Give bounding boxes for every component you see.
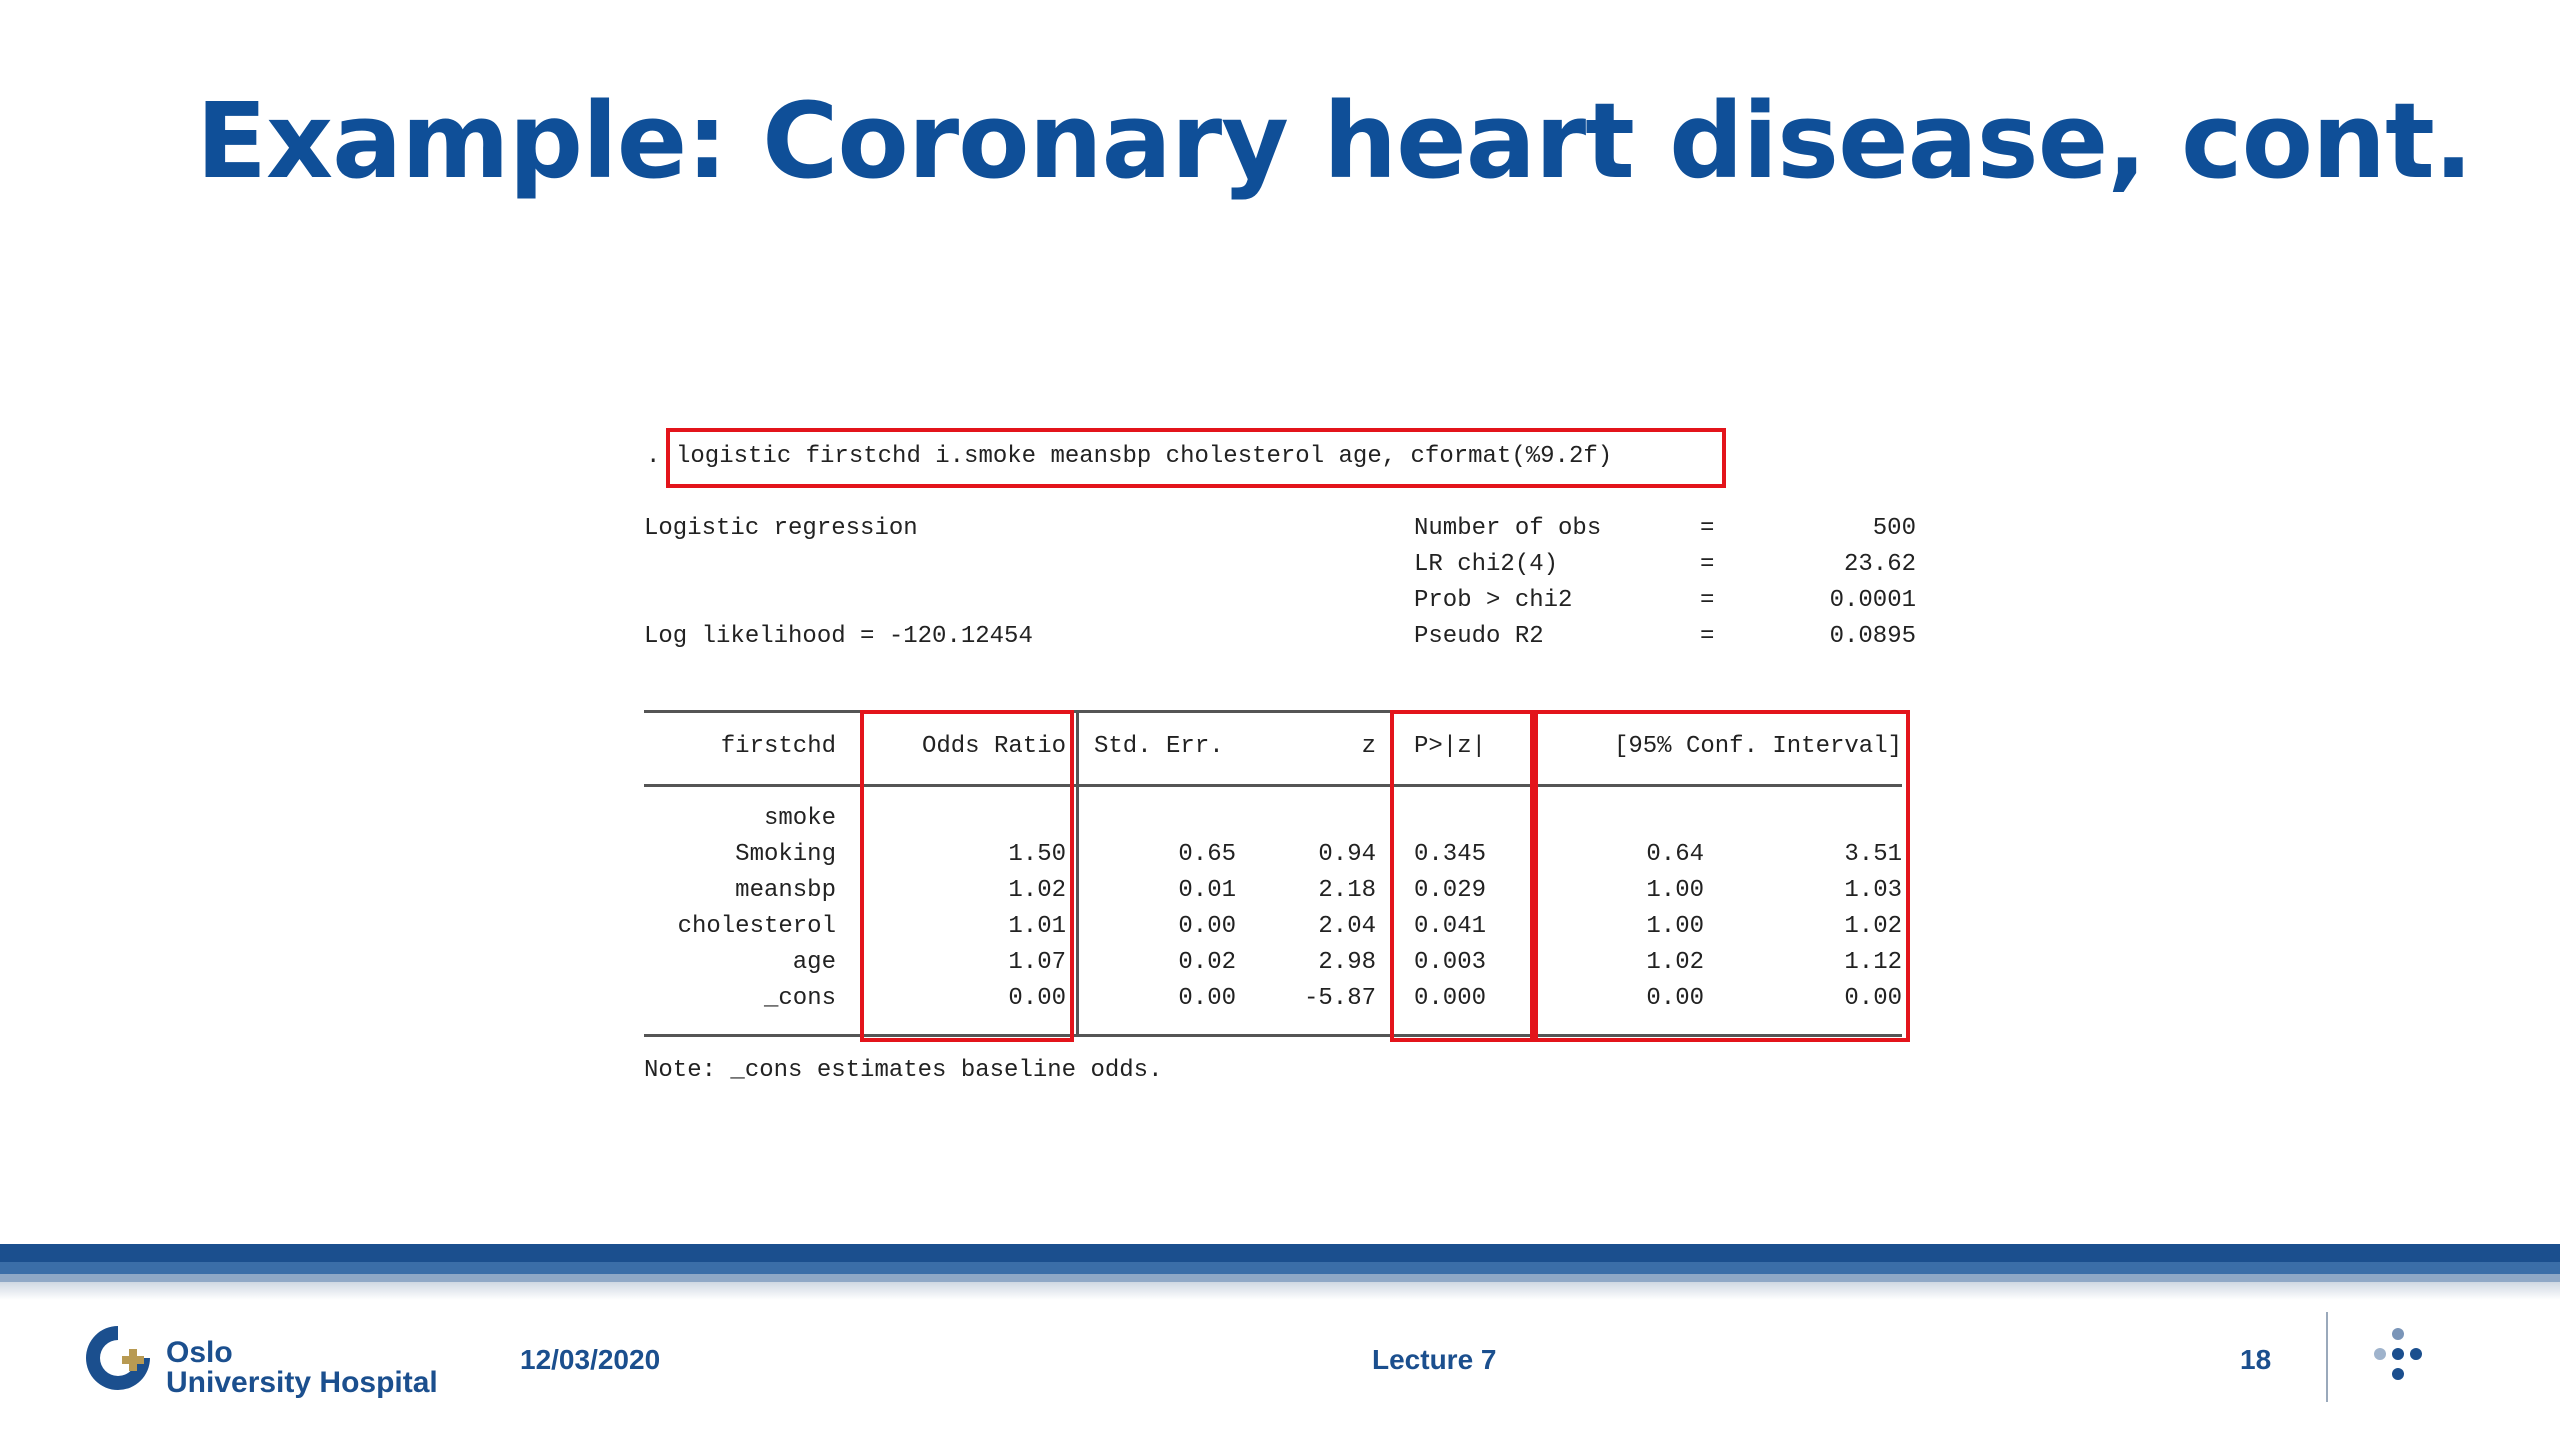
cell-ci-low: 1.00 [1646, 913, 1704, 940]
cell-z: 0.94 [1318, 841, 1376, 868]
stat-label: LR chi2(4) [1414, 551, 1559, 578]
cell-z: 2.18 [1318, 877, 1376, 904]
stat-eq: = [1700, 623, 1715, 650]
footer-stripe [0, 1244, 2560, 1300]
stat-value: 0.0895 [1829, 623, 1916, 650]
logo-text [166, 1338, 438, 1398]
stat-value: 0.0001 [1829, 587, 1916, 614]
cell-var: _cons [763, 985, 836, 1012]
cell-p: 0.029 [1414, 877, 1487, 904]
header-std-err: Std. Err. [1094, 733, 1224, 760]
stat-eq: = [1700, 587, 1715, 614]
model-label: Logistic regression [644, 515, 918, 542]
logo-line1: Oslo [166, 1336, 233, 1369]
cell-odds-ratio: 1.50 [1008, 841, 1066, 868]
command-text: logistic firstchd i.smoke meansbp cholesterol age, cformat(%9.2f) [676, 443, 1613, 470]
stat-value: 23.62 [1843, 551, 1916, 578]
cell-ci-low: 1.00 [1646, 877, 1704, 904]
command-prompt: . [646, 443, 661, 470]
cell-ci-low: 0.00 [1646, 985, 1704, 1012]
cell-ci-low: 1.02 [1646, 949, 1704, 976]
footer-divider [2326, 1312, 2328, 1402]
cell-odds-ratio: 1.02 [1008, 877, 1066, 904]
header-odds-ratio: Odds Ratio [921, 733, 1066, 760]
cell-odds-ratio: 1.01 [1008, 913, 1066, 940]
cell-std-err: 0.00 [1178, 985, 1236, 1012]
cell-var: cholesterol [677, 913, 836, 940]
page-number: 18 [2240, 1344, 2272, 1375]
stat-label: Prob > chi2 [1414, 587, 1573, 614]
oslo-hospital-logo-icon [78, 1318, 158, 1398]
stat-eq: = [1700, 551, 1715, 578]
cell-p: 0.041 [1414, 913, 1487, 940]
stat-label: Number of obs [1414, 515, 1602, 542]
cell-p: 0.000 [1414, 985, 1487, 1012]
cell-std-err: 0.01 [1178, 877, 1236, 904]
header-var: firstchd [720, 733, 836, 760]
cell-z: 2.04 [1318, 913, 1376, 940]
cell-ci-high: 1.02 [1844, 913, 1902, 940]
footer-date: 12/03/2020 [520, 1344, 661, 1375]
cell-std-err: 0.65 [1178, 841, 1236, 868]
header-conf-interval: [95% Conf. Interval] [1613, 733, 1902, 760]
cell-var: Smoking [735, 841, 836, 868]
cell-odds-ratio: 1.07 [1008, 949, 1066, 976]
cell-ci-low: 0.64 [1646, 841, 1704, 868]
cell-ci-high: 1.03 [1844, 877, 1902, 904]
cell-z: -5.87 [1303, 985, 1376, 1012]
stata-output [640, 420, 1920, 1100]
cell-var: meansbp [735, 877, 836, 904]
stat-value: 500 [1872, 515, 1916, 542]
cell-ci-high: 3.51 [1844, 841, 1902, 868]
cell-p: 0.003 [1414, 949, 1487, 976]
cell-std-err: 0.02 [1178, 949, 1236, 976]
cell-std-err: 0.00 [1178, 913, 1236, 940]
log-likelihood: Log likelihood = -120.12454 [644, 623, 1033, 650]
cell-ci-high: 0.00 [1844, 985, 1902, 1012]
dots-pattern-icon [2368, 1326, 2428, 1386]
group-label: smoke [763, 805, 836, 832]
stat-eq: = [1700, 515, 1715, 542]
cell-z: 2.98 [1318, 949, 1376, 976]
cell-p: 0.345 [1414, 841, 1487, 868]
table-column-divider [1076, 710, 1079, 1037]
cell-odds-ratio: 0.00 [1008, 985, 1066, 1012]
cell-var: age [792, 949, 836, 976]
header-p: P>|z| [1414, 733, 1487, 760]
stat-label: Pseudo R2 [1414, 623, 1544, 650]
slide-title: Example: Coronary heart disease, cont. [196, 80, 2473, 202]
header-z: z [1361, 733, 1376, 760]
table-note: Note: _cons estimates baseline odds. [644, 1057, 1163, 1084]
logo-line2: University Hospital [166, 1366, 438, 1399]
cell-ci-high: 1.12 [1844, 949, 1902, 976]
footer-lecture: Lecture 7 [1372, 1344, 1497, 1375]
